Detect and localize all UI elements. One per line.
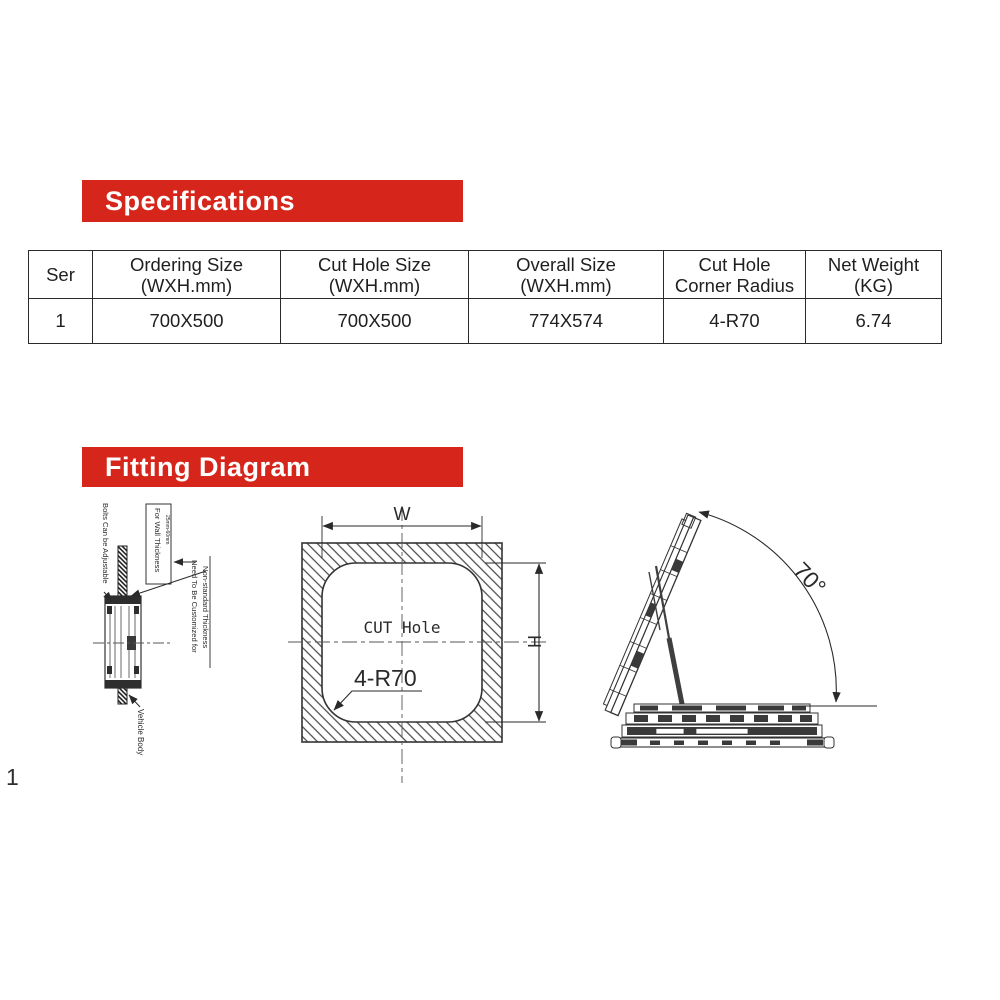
header-line: Cut Hole Size (317, 253, 432, 275)
specifications-table (28, 250, 942, 344)
cell-ser: 1 (29, 299, 93, 344)
gas-strut-cylinder (669, 638, 682, 704)
height-dimension-label: H (524, 635, 544, 648)
wall-thickness-range-label: 25mm-60mm (164, 515, 170, 545)
open-angle-label: 70° (788, 556, 832, 600)
header-line: Net Weight (827, 253, 920, 275)
customized-note-line2: Non-standard Thickness (201, 566, 210, 649)
cell-overall-size: 774X574 (469, 299, 664, 344)
customized-note-line1: Need To Be Customized for (190, 560, 199, 653)
open-lid (601, 513, 701, 716)
header-line: Ser (46, 264, 75, 285)
header-line: (WXH.mm) (140, 274, 233, 296)
header-line: (WXH.mm) (328, 274, 421, 296)
fitting-diagram-banner (82, 447, 463, 487)
vehicle-body-leader-line (129, 695, 140, 707)
col-header-cut-hole-size (281, 251, 469, 299)
base-frame (611, 704, 834, 748)
fitting-diagram-drawing (0, 495, 1000, 800)
header-line: Corner Radius (674, 274, 795, 296)
cell-corner-radius: 4-R70 (664, 299, 806, 344)
header-line: (WXH.mm) (520, 274, 612, 296)
wall-thickness-label: For Wall Thickness (153, 508, 162, 573)
cell-net-weight: 6.74 (806, 299, 942, 344)
specifications-banner (82, 180, 463, 222)
fitting-diagram-title: Fitting Diagram (105, 451, 311, 482)
col-header-ordering-size (93, 251, 281, 299)
table-header-row (29, 251, 942, 299)
side-view-drawing (93, 503, 210, 755)
cut-hole-view-drawing (288, 504, 546, 783)
vehicle-body-label: Vehicle Body (136, 709, 145, 756)
table-row (29, 299, 942, 344)
corner-radius-label: 4-R70 (354, 665, 417, 691)
width-dimension-label: W (393, 504, 411, 524)
specifications-title: Specifications (105, 185, 296, 216)
cell-cut-hole-size: 700X500 (281, 299, 469, 344)
hatch-assembly (105, 596, 141, 688)
header-line: Ordering Size (129, 253, 244, 275)
cell-ordering-size: 700X500 (93, 299, 281, 344)
open-view-drawing (601, 512, 877, 748)
header-line: (KG) (853, 274, 894, 296)
angle-arc (699, 512, 836, 702)
header-line: Cut Hole (698, 253, 771, 275)
header-line: Overall Size (516, 253, 616, 275)
col-header-overall-size (469, 251, 664, 299)
col-header-corner-radius (664, 251, 806, 299)
page-number: 1 (6, 764, 19, 790)
cut-hole-label: CUT Hole (363, 618, 441, 637)
bolts-adjustable-label: Bolts Can be Adjustable (101, 503, 110, 584)
col-header-net-weight (806, 251, 942, 299)
col-header-ser (29, 251, 93, 299)
